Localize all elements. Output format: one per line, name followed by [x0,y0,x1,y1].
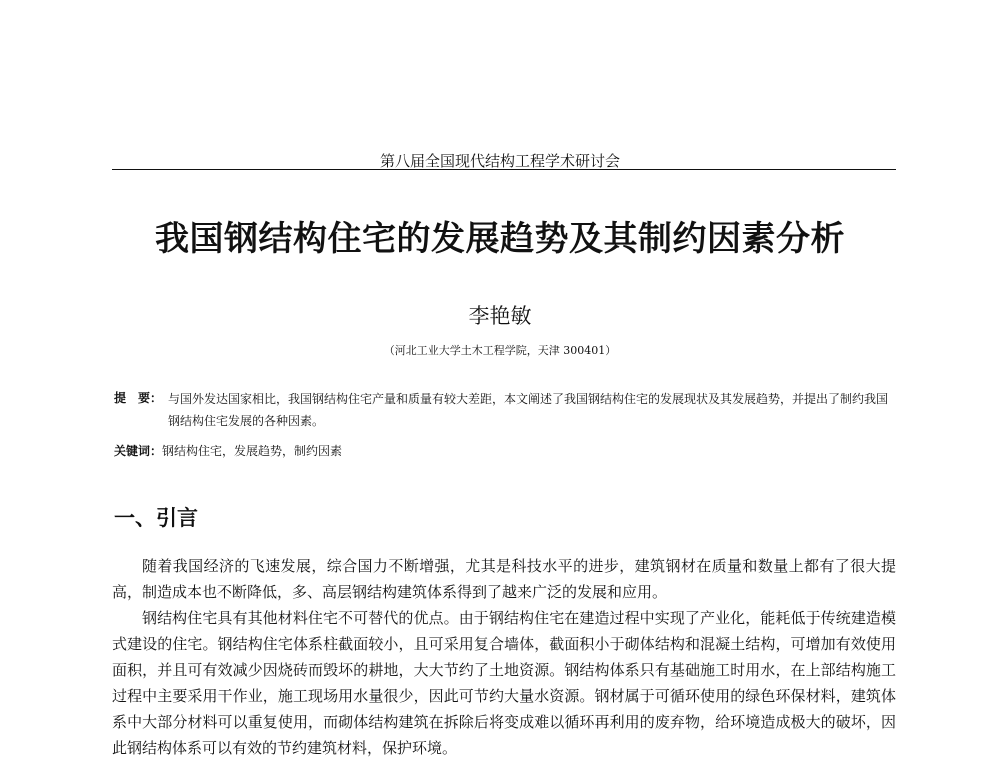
keywords-line [114,442,342,459]
conference-header: 第八届全国现代结构工程学术研讨会 [379,152,620,170]
paragraph: 钢结构住宅具有其他材料住宅不可替代的优点。由于钢结构住宅在建造过程中实现了产业化，能耗低于传统建造模式建设的住宅。钢结构住宅体系柱截面较小，且可采用复合墙体，截面积小于砌体结构和混凝土结构，可增加有效使用面积，并且可有效减少因烧砖而毁坏的耕地，大大节约了土地资源。钢结构体系只有基础施工时用水，在上部结构施工过程中主要采用干作业，施工现场用水量很少，因此可节约大量水资源。钢材属于可循环使用的绿色环保材料，建筑体系中大部分材料可以重复使用，而砌体结构建筑在拆除后将变成难以循环再利用的废弃物，给环境造成极大的破坏，因此钢结构体系可以有效的节约建筑材料，保护环境。 [112,609,896,757]
keywords-label: 关键词： [114,444,163,458]
author-name: 李艳敏 [468,304,532,328]
abstract-label: 提 要： [114,391,163,405]
paper-title: 我国钢结构住宅的发展趋势及其制约因素分析 [155,219,845,259]
author-affiliation: （河北工业大学土木工程学院，天津 300401） [383,344,617,357]
section-heading: 一、引言 [114,506,198,530]
abstract-text: 与国外发达国家相比，我国钢结构住宅产量和质量有较大差距，本文阐述了我国钢结构住宅的发展现状及其发展趋势，并提出了制约我国钢结构住宅发展的各种因素。 [168,392,889,428]
keywords-text: 钢结构住宅，发展趋势，制约因素 [162,444,343,458]
paragraph: 随着我国经济的飞速发展，综合国力不断增强，尤其是科技水平的进步，建筑钢材在质量和数量上都有了很大提高，制造成本也不断降低，多、高层钢结构建筑体系得到了越来广泛的发展和应用。 [112,557,896,601]
body-text [112,553,896,761]
header-rule [112,169,896,170]
